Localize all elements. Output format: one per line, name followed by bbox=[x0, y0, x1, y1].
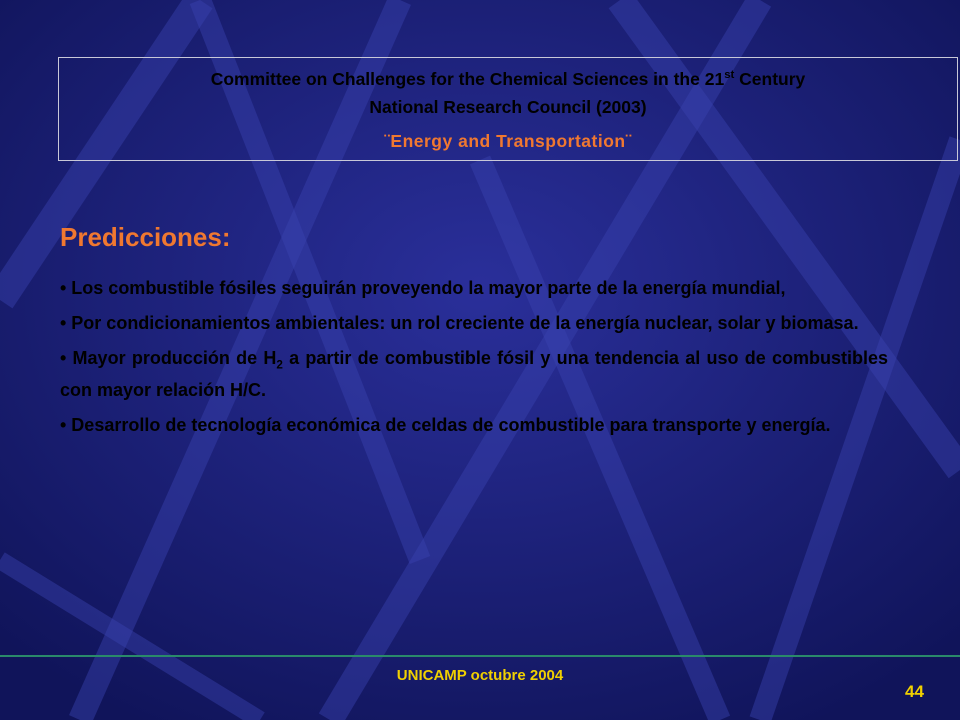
report-title: ¨Energy and Transportation¨ bbox=[384, 131, 632, 151]
section-heading: Predicciones: bbox=[60, 222, 231, 252]
bullet-hydrogen: • Mayor producción de $H_2$ a partir de combustible fósil y una tendencia al uso de combustibles con mayor relación H/C. bbox=[60, 348, 888, 400]
header-box bbox=[58, 57, 958, 161]
bullet-list bbox=[60, 276, 888, 448]
bullet-fossil-fuels: • Los combustible fósiles seguirán proveyendo la mayor parte de la energía mundial, bbox=[60, 278, 786, 298]
committee-title: Committee on Challenges for the Chemical Sciences in the 21st Century bbox=[210, 68, 806, 89]
bullet-environmental: • Por condicionamientos ambientales: un rol creciente de la energía nuclear, solar y biomasa. bbox=[60, 313, 859, 333]
bullet-fuel-cells: • Desarrollo de tecnología económica de celdas de combustible para transporte y energía. bbox=[60, 414, 831, 435]
footer-text: UNICAMP octubre 2004 bbox=[396, 667, 564, 684]
page-number: 44 bbox=[905, 682, 924, 701]
council-name: National Research Council (2003) bbox=[369, 97, 647, 117]
footer-divider bbox=[0, 655, 960, 657]
